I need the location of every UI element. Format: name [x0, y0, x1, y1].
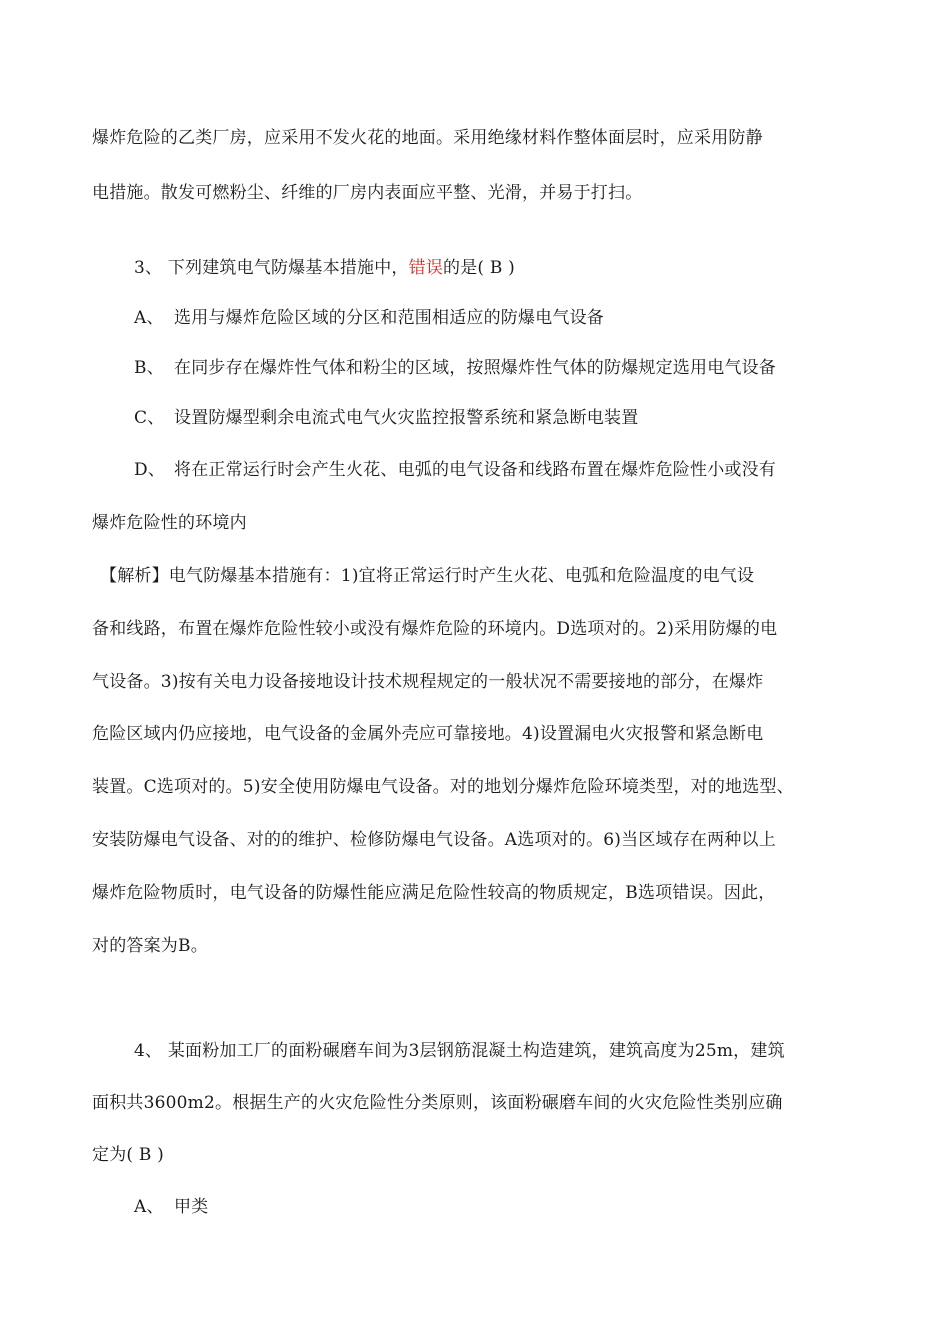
question-3-option-d	[134, 458, 776, 482]
question-3-highlight: 错误	[408, 258, 444, 278]
analysis-line-3: 气设备。3)按有关电力设备接地设计技术规程规定的一般状况不需要接地的部分，在爆炸	[92, 672, 764, 692]
question-3-option-d-continued: 爆炸危险性的环境内	[92, 513, 247, 533]
analysis-line-4: 危险区域内仍应接地，电气设备的金属外壳应可靠接地。4)设置漏电火灾报警和紧急断电	[92, 724, 764, 744]
analysis-line-6: 安装防爆电气设备、对的的维护、检修防爆电气设备。A选项对的。6)当区域存在两种以上	[92, 830, 776, 850]
analysis-line-7: 爆炸危险物质时，电气设备的防爆性能应满足危险性较高的物质规定，B选项错误。因此，	[92, 883, 776, 903]
question-3-stem	[134, 256, 515, 280]
question-4-stem-line-2: 面积共3600m2。根据生产的火灾危险性分类原则，该面粉碾磨车间的火灾危险性类别应确	[92, 1093, 783, 1113]
option-text: 甲类	[174, 1197, 209, 1217]
question-3-option-a	[134, 306, 604, 330]
intro-line-1: 爆炸危险的乙类厂房，应采用不发火花的地面。采用绝缘材料作整体面层时，应采用防静	[92, 128, 763, 148]
question-3-prefix: 3、 下列建筑电气防爆基本措施中，	[134, 258, 409, 278]
intro-line-2: 电措施。散发可燃粉尘、纤维的厂房内表面应平整、光滑，并易于打扫。	[92, 183, 643, 203]
option-text: 在同步存在爆炸性气体和粉尘的区域，按照爆炸性气体的防爆规定选用电气设备	[174, 358, 776, 378]
option-letter: A、	[134, 1197, 164, 1217]
analysis-line-2: 备和线路，布置在爆炸危险性较小或没有爆炸危险的环境内。D选项对的。2)采用防爆的电	[92, 619, 778, 639]
option-text: 设置防爆型剩余电流式电气火灾监控报警系统和紧急断电装置	[174, 408, 639, 428]
option-letter: A、	[134, 308, 164, 328]
question-3-suffix: 的是( B )	[443, 258, 515, 278]
question-3-option-b	[134, 356, 776, 380]
option-letter: B、	[134, 358, 164, 378]
analysis-line-1: 【解析】电气防爆基本措施有：1)宜将正常运行时产生火花、电弧和危险温度的电气设	[100, 566, 755, 586]
option-text: 选用与爆炸危险区域的分区和范围相适应的防爆电气设备	[174, 308, 604, 328]
question-4-option-a	[134, 1195, 208, 1219]
analysis-line-5: 装置。C选项对的。5)安全使用防爆电气设备。对的地划分爆炸危险环境类型，对的地选型、	[92, 777, 794, 797]
option-text: 将在正常运行时会产生火花、电弧的电气设备和线路布置在爆炸危险性小或没有	[174, 460, 776, 480]
question-3-option-c	[134, 406, 638, 430]
analysis-line-8: 对的答案为B。	[92, 936, 208, 956]
question-4-stem-line-1: 4、 某面粉加工厂的面粉碾磨车间为3层钢筋混凝土构造建筑，建筑高度为25m，建筑	[134, 1041, 785, 1061]
question-4-stem-line-3: 定为( B )	[92, 1145, 164, 1165]
option-letter: D、	[134, 460, 166, 480]
option-letter: C、	[134, 408, 165, 428]
